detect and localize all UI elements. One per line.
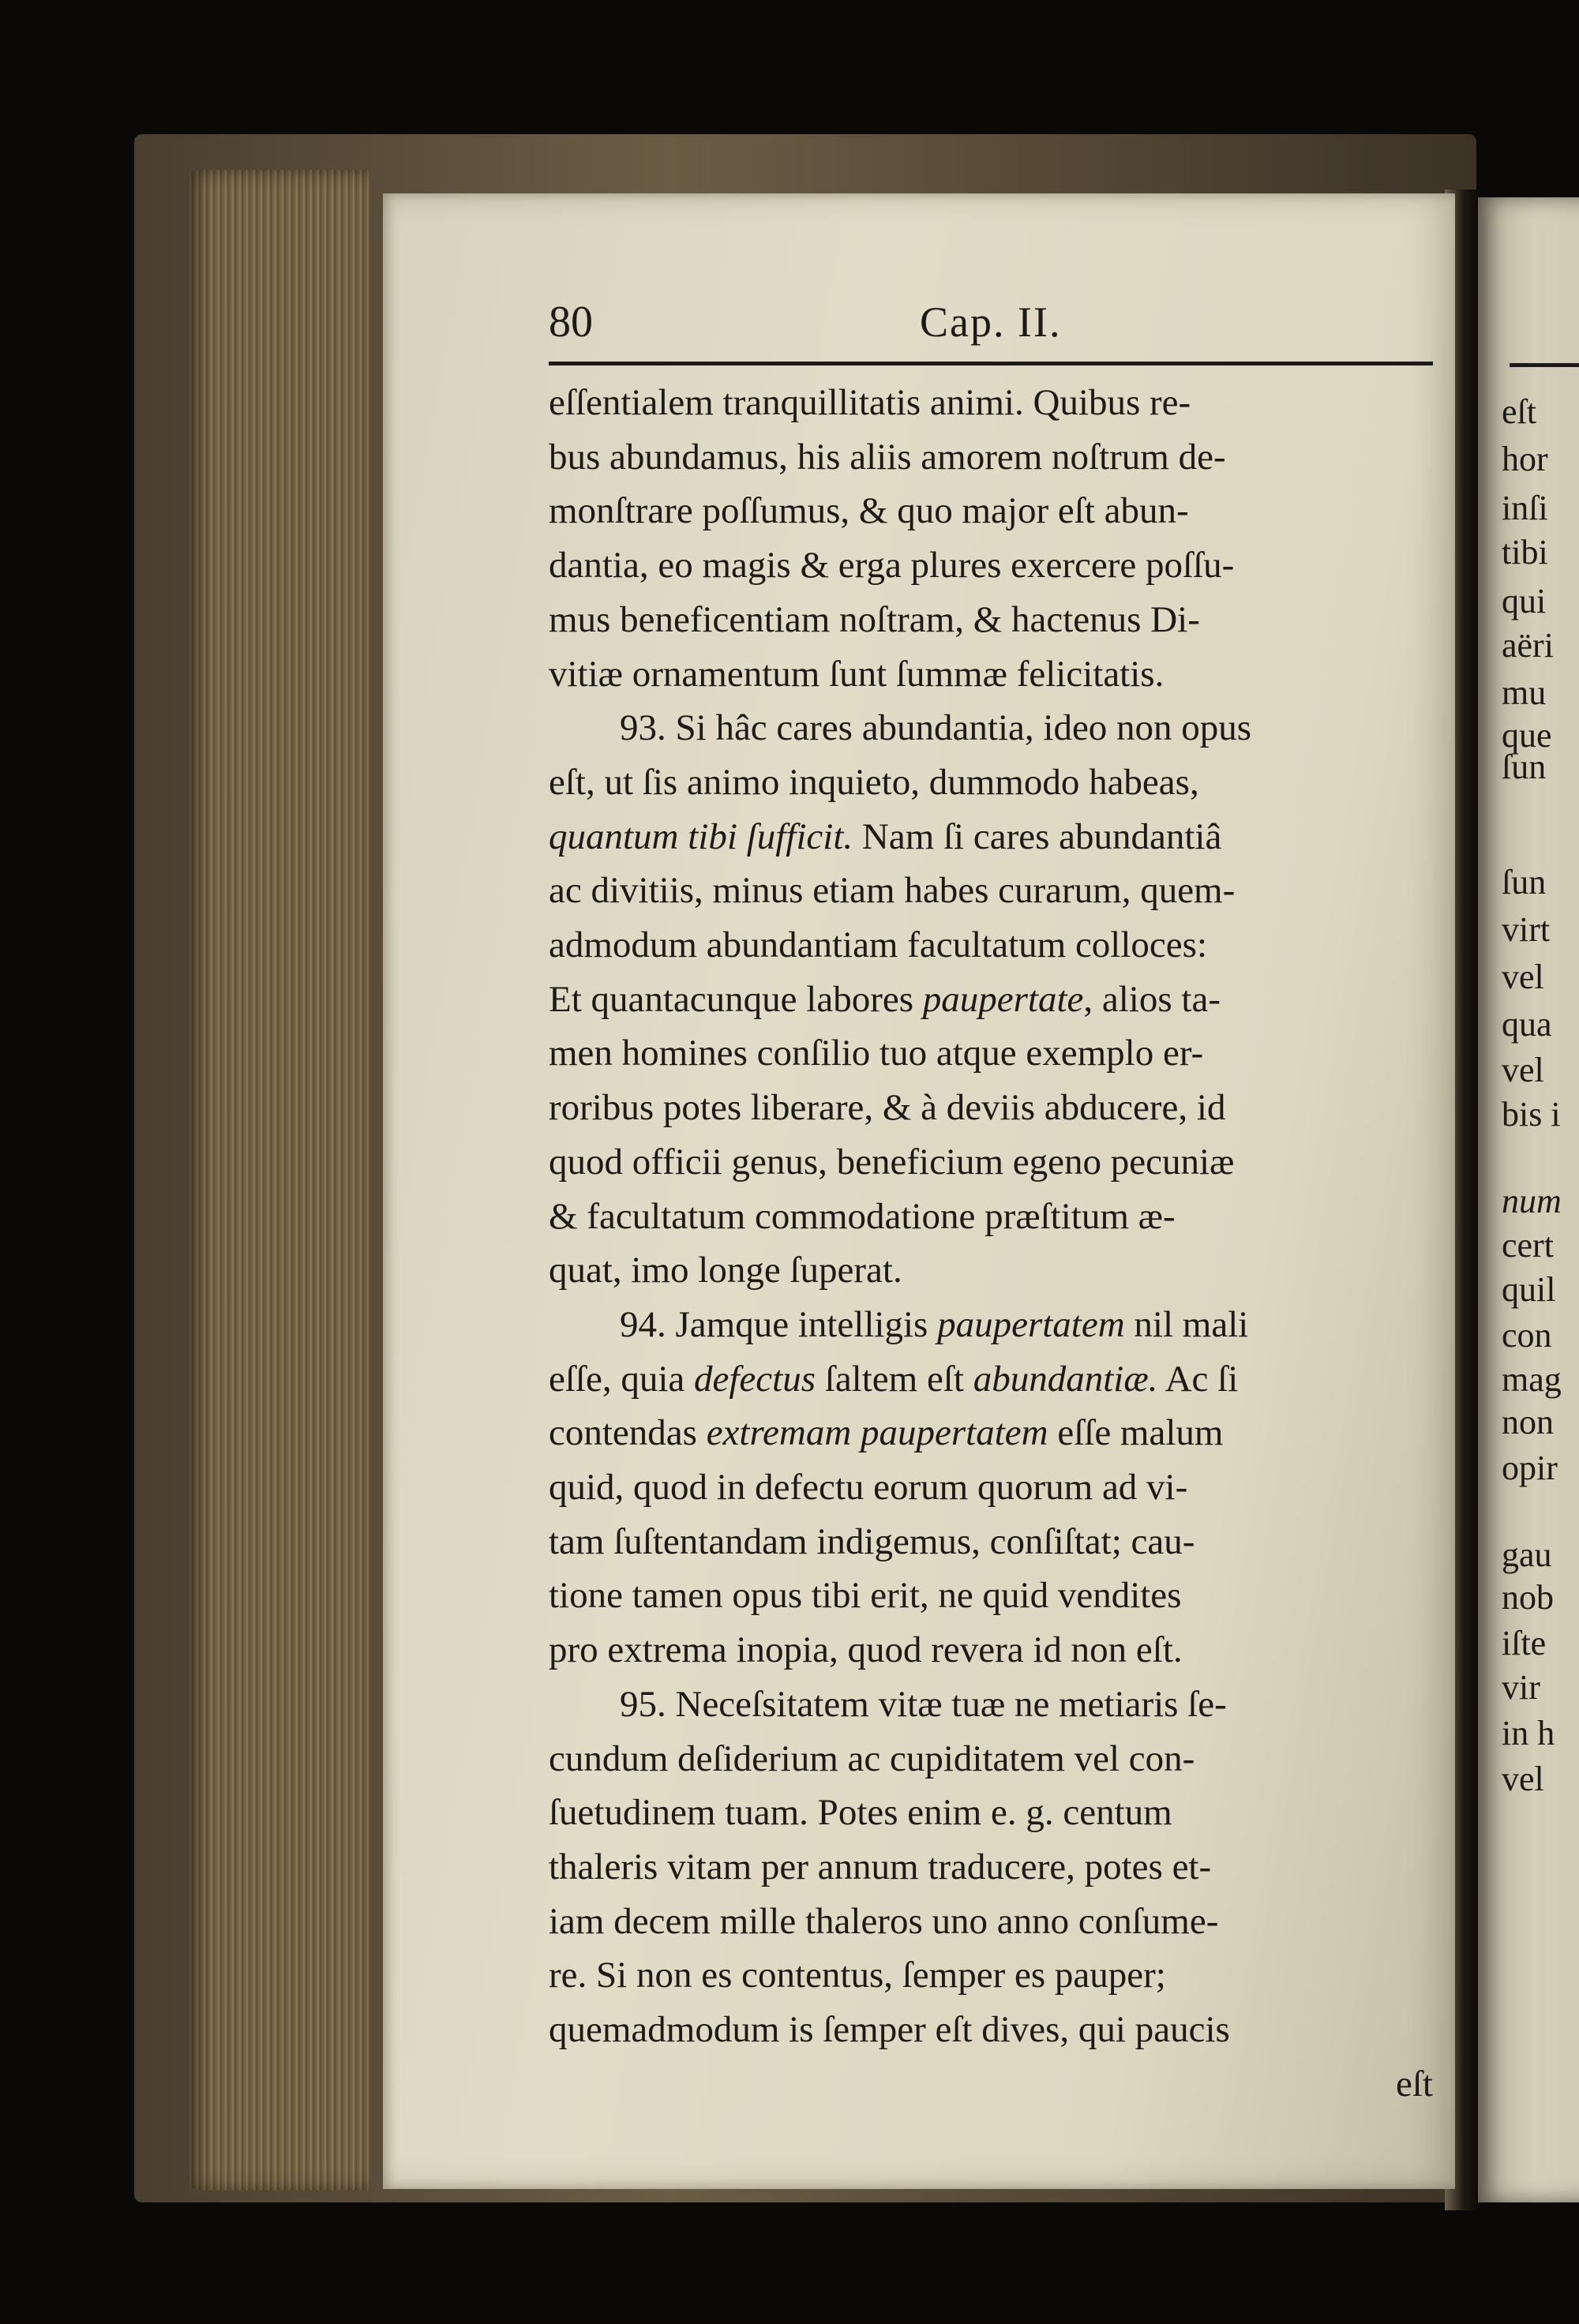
facing-page-line: qua	[1502, 1005, 1552, 1044]
facing-page-line: eſt	[1502, 392, 1536, 431]
chapter-heading: Cap. II.	[920, 298, 1062, 346]
text-line	[620, 701, 1433, 755]
text-line	[549, 1190, 1433, 1243]
text-line	[620, 1298, 1433, 1351]
text-line	[549, 1081, 1433, 1134]
text-run: ſuetudinem tuam. Potes enim e. g. centum	[549, 1792, 1172, 1833]
text-line	[549, 593, 1433, 647]
text-run: thaleris vitam per annum traducere, potes et-	[549, 1846, 1212, 1887]
text-run: 94. Jamque intelligis	[620, 1304, 938, 1345]
text-line	[549, 1948, 1433, 2002]
facing-page-line: ſun	[1502, 863, 1547, 901]
text-line	[549, 810, 1433, 864]
text-line	[549, 1732, 1433, 1786]
text-line	[549, 755, 1433, 809]
facing-page-line: mu	[1502, 673, 1547, 712]
facing-page-rule	[1510, 363, 1579, 367]
text-line	[549, 2057, 1433, 2111]
text-run: contendas	[549, 1412, 707, 1453]
italic-text-run: paupertatem	[937, 1304, 1125, 1345]
italic-text-run: abundantiæ.	[973, 1359, 1158, 1400]
text-run: Nam ſi cares abundantiâ	[853, 816, 1222, 857]
facing-page-line: aëri	[1502, 626, 1554, 665]
facing-page-line: iſte	[1502, 1624, 1547, 1662]
text-line	[620, 1677, 1433, 1731]
text-run: eſſe, quia	[549, 1359, 695, 1400]
text-line	[549, 1895, 1433, 1948]
text-run: tione tamen opus tibi erit, ne quid vendites	[549, 1575, 1182, 1616]
text-run: quid, quod in defectu eorum quorum ad vi-	[549, 1467, 1188, 1508]
text-line	[549, 1623, 1433, 1677]
text-run: iam decem mille thaleros uno anno conſume-	[549, 1901, 1219, 1942]
text-line	[549, 918, 1433, 972]
text-line	[549, 430, 1433, 484]
text-run: 95. Neceſsitatem vitæ tuæ ne metiaris ſe-	[620, 1684, 1227, 1725]
text-run: pro extrema inopia, quod revera id non eſt.	[549, 1629, 1183, 1670]
text-run: men homines conſilio tuo atque exemplo er-	[549, 1033, 1204, 1074]
text-line	[549, 538, 1433, 592]
facing-page-line: in h	[1502, 1714, 1555, 1752]
facing-page-line: gau	[1502, 1535, 1552, 1574]
text-line	[549, 973, 1433, 1026]
facing-page-line: vir	[1502, 1668, 1540, 1707]
text-run: eſſentialem tranquillitatis animi. Quibus re-	[549, 382, 1191, 423]
text-run: 93. Si hâc cares abundantia, ideo non opus	[620, 707, 1252, 748]
facing-page-line: tibi	[1502, 533, 1548, 572]
text-run: & facultatum commodatione præſtitum æ-	[549, 1196, 1176, 1237]
facing-page-line: mag	[1502, 1360, 1562, 1399]
text-line	[549, 1460, 1433, 1514]
facing-page-line: vel	[1502, 958, 1544, 996]
text-line	[549, 1406, 1433, 1460]
text-run: Ac ſi	[1157, 1359, 1239, 1400]
text-run: vitiæ ornamentum ſunt ſummæ felicitatis.	[549, 654, 1165, 695]
facing-page-line: non	[1502, 1403, 1554, 1441]
page-edges	[188, 170, 369, 2191]
text-run: admodum abundantiam facultatum colloces:	[549, 924, 1207, 965]
facing-page-line: cert	[1502, 1226, 1554, 1265]
text-line	[549, 864, 1433, 917]
text-run: monſtrare poſſumus, & quo major eſt abun-	[549, 490, 1189, 531]
facing-page-line: ſun	[1502, 748, 1547, 786]
text-run: dantia, eo magis & erga plures exercere poſſu-	[549, 545, 1235, 586]
text-line	[549, 1243, 1433, 1297]
text-line	[549, 1569, 1433, 1622]
text-run: re. Si non es contentus, ſemper es pauper;	[549, 1955, 1166, 1996]
text-run: quemadmodum is ſemper eſt dives, qui paucis	[549, 2009, 1230, 2050]
facing-page-line: virt	[1502, 910, 1551, 949]
running-head	[549, 290, 1433, 354]
text-line	[549, 1352, 1433, 1406]
text-run: eſt	[1396, 2063, 1433, 2105]
page-number: 80	[549, 298, 593, 347]
text-line	[549, 1026, 1433, 1080]
text-line	[549, 1515, 1433, 1569]
facing-page-line: num	[1502, 1182, 1562, 1220]
text-run: Et quantacunque labores	[549, 979, 923, 1020]
italic-text-run: paupertate	[922, 979, 1084, 1020]
text-run: quod officii genus, beneficium egeno pecuniæ	[549, 1141, 1235, 1183]
text-run: , alios ta-	[1083, 979, 1221, 1020]
italic-text-run: defectus	[694, 1359, 816, 1400]
text-line	[549, 376, 1433, 429]
text-run: quat, imo longe ſuperat.	[549, 1250, 902, 1291]
text-line	[549, 1840, 1433, 1894]
text-run: ac divitiis, minus etiam habes curarum, quem-	[549, 870, 1236, 911]
facing-page-line: con	[1502, 1316, 1552, 1355]
text-run: mus beneficentiam noſtram, & hactenus Di-	[549, 599, 1200, 640]
facing-page-line: que	[1502, 716, 1552, 755]
header-rule	[549, 362, 1433, 365]
facing-page-line: opir	[1502, 1449, 1558, 1487]
facing-page-line: vel	[1502, 1760, 1544, 1798]
text-line	[549, 484, 1433, 538]
facing-page-line: vel	[1502, 1051, 1544, 1089]
facing-page-line: quil	[1502, 1270, 1556, 1309]
text-line	[549, 2003, 1433, 2056]
facing-page-line: qui	[1502, 582, 1547, 620]
facing-page-line: nob	[1502, 1578, 1554, 1617]
text-line	[549, 1135, 1433, 1189]
text-run: ſaltem eſt	[816, 1359, 973, 1400]
text-run: cundum deſiderium ac cupiditatem vel con-	[549, 1738, 1195, 1779]
facing-page-line: bis i	[1502, 1095, 1561, 1134]
text-run: eſſe malum	[1048, 1412, 1224, 1453]
facing-page-fragment	[1478, 197, 1579, 2202]
italic-text-run: extremam paupertatem	[706, 1412, 1048, 1453]
text-run: bus abundamus, his aliis amorem noſtrum de-	[549, 437, 1226, 478]
text-line	[549, 1786, 1433, 1839]
text-run: roribus potes liberare, & à deviis abducere, id	[549, 1087, 1226, 1128]
text-run: tam ſuſtentandam indigemus, conſiſtat; cau-	[549, 1521, 1195, 1562]
text-line	[549, 647, 1433, 701]
facing-page-line: hor	[1502, 440, 1548, 478]
text-run: nil mali	[1124, 1304, 1249, 1345]
italic-text-run: quantum tibi ſufficit.	[549, 816, 853, 857]
facing-page-line: inſi	[1502, 489, 1548, 527]
text-run: eſt, ut ſis animo inquieto, dummodo habeas,	[549, 762, 1199, 803]
